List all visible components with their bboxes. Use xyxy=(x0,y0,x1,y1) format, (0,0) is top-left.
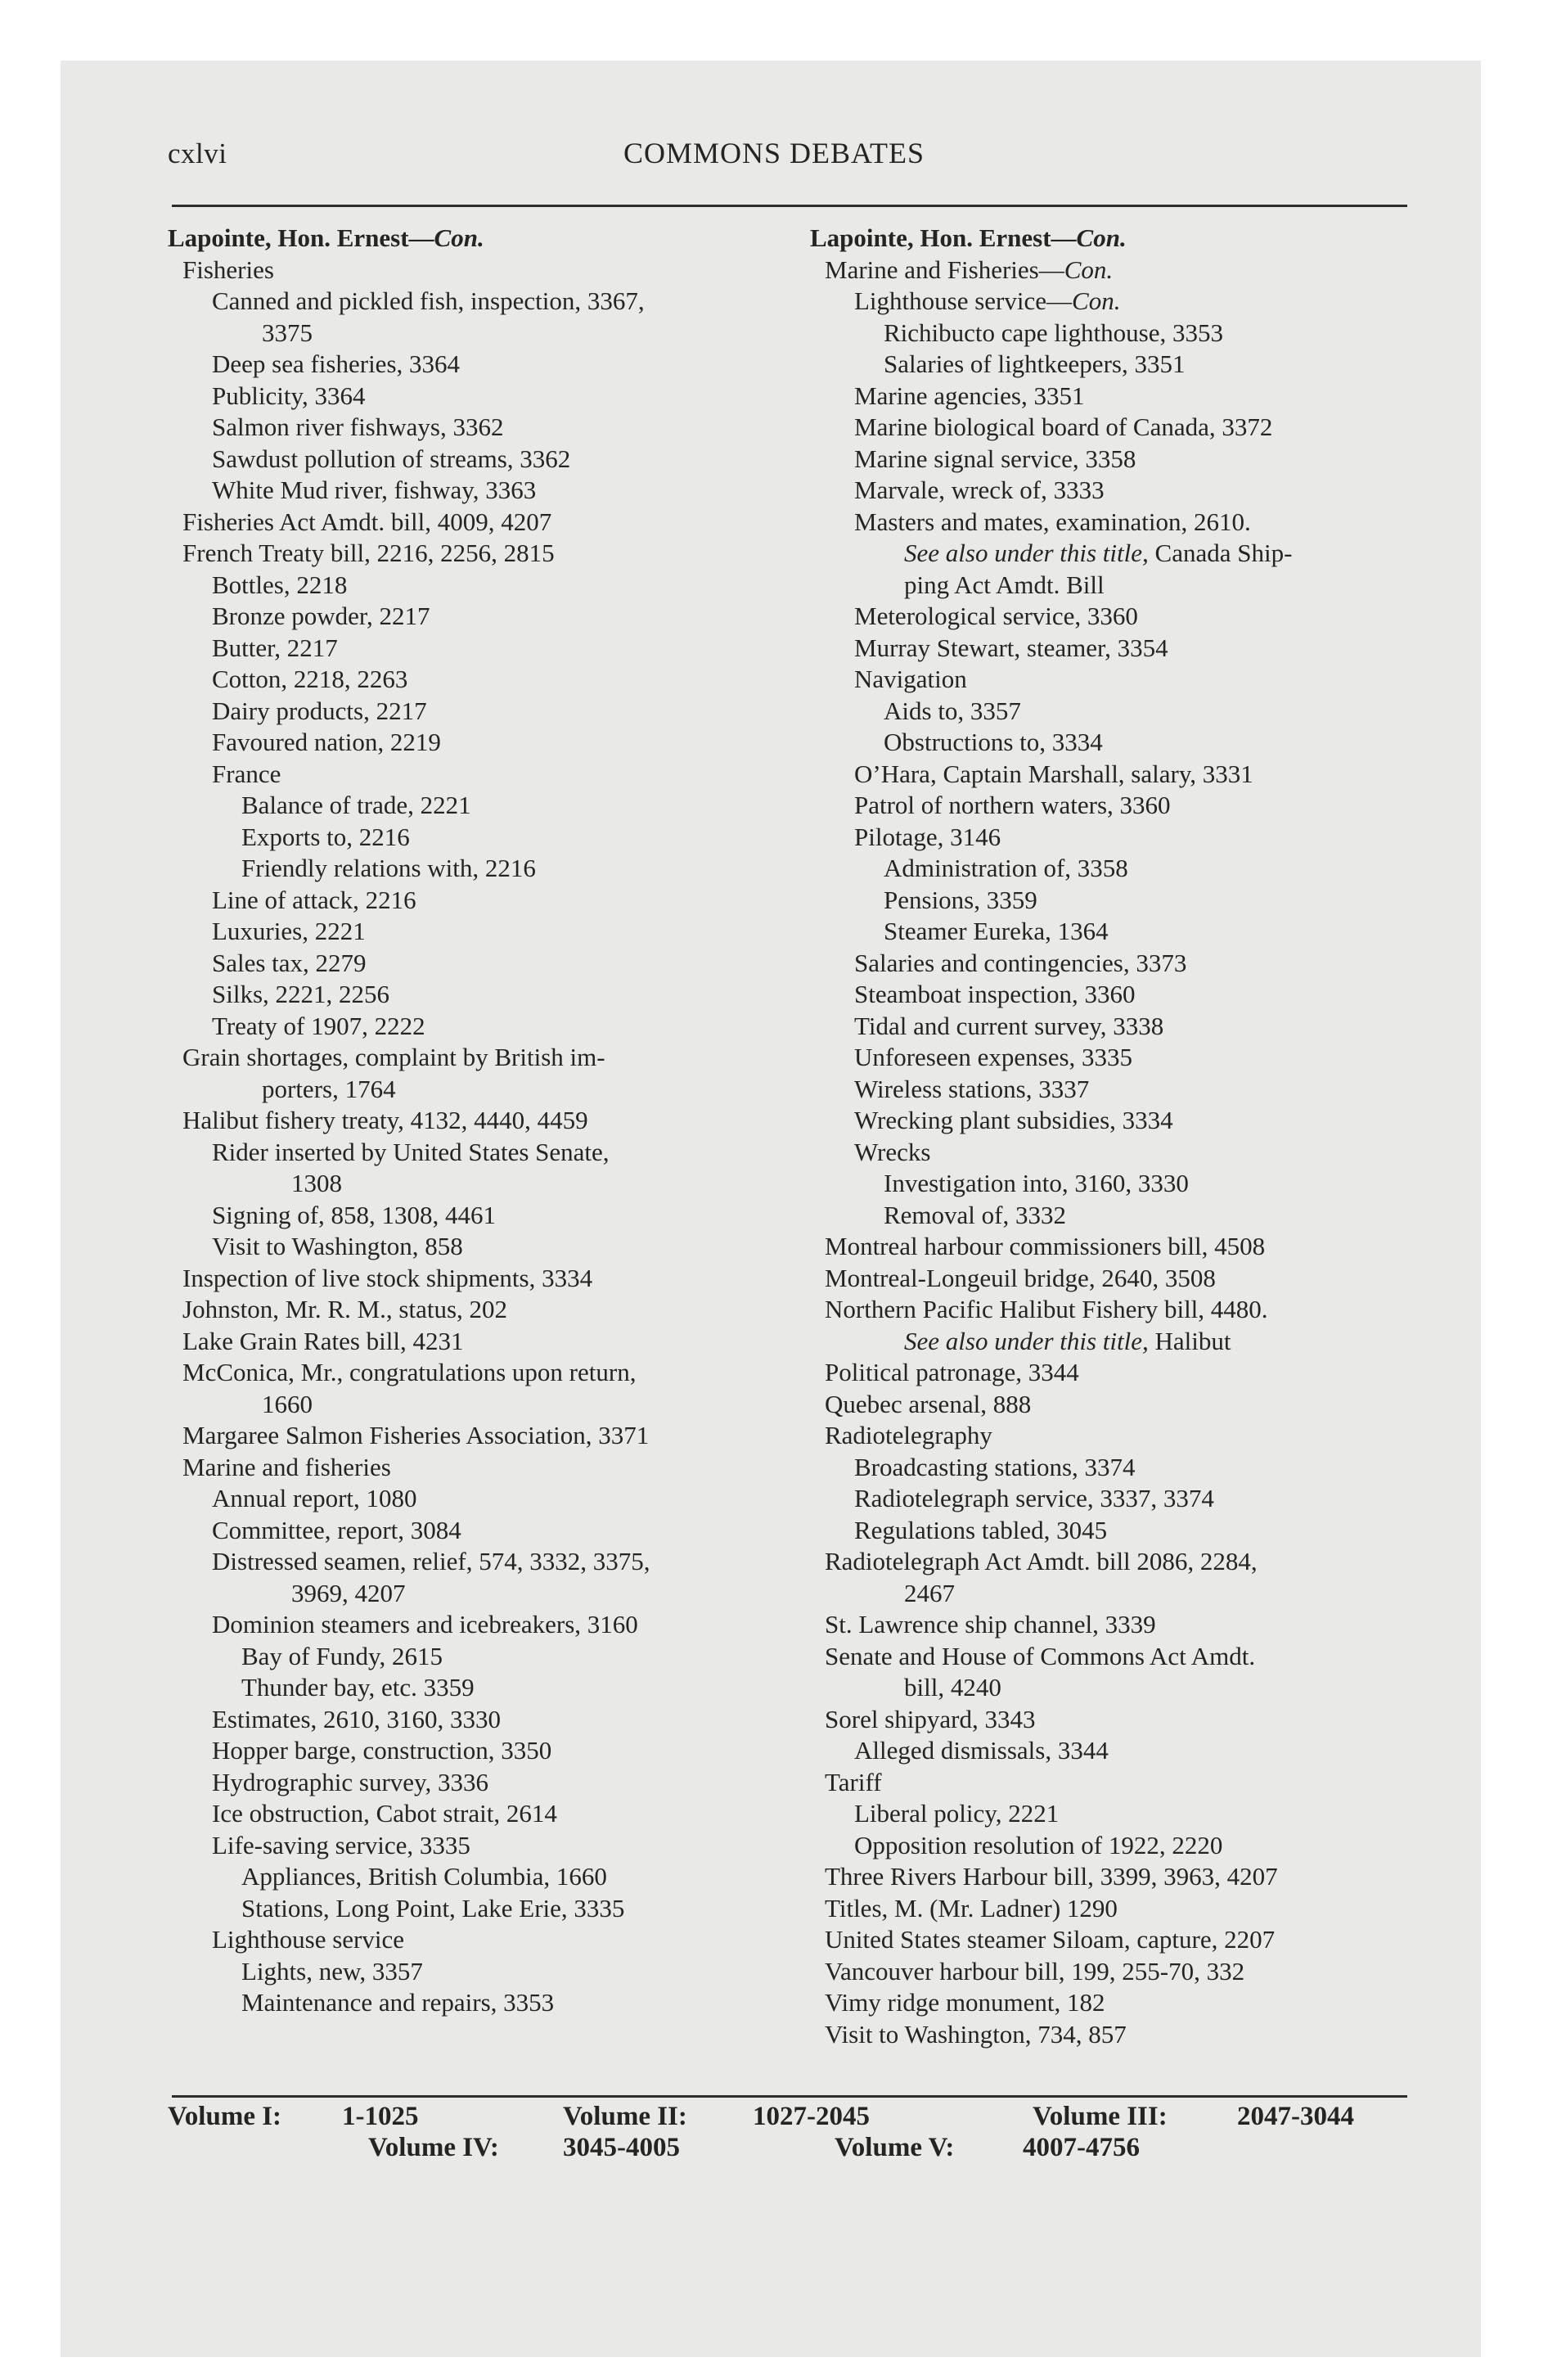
index-entry: See also under this title, Halibut xyxy=(904,1326,1231,1355)
volume-2-label: Volume II: xyxy=(563,2102,687,2131)
index-entry: Fisheries xyxy=(182,255,274,284)
index-entry: Wrecking plant subsidies, 3334 xyxy=(854,1106,1173,1134)
volume-4-range: 3045-4005 xyxy=(563,2133,680,2162)
index-entry: 1308 xyxy=(291,1169,342,1197)
index-entry: Three Rivers Harbour bill, 3399, 3963, 4207 xyxy=(825,1862,1278,1891)
index-entry: Investigation into, 3160, 3330 xyxy=(884,1169,1189,1197)
header-rule xyxy=(172,205,1407,207)
index-entry: Northern Pacific Halibut Fishery bill, 4480. xyxy=(825,1295,1268,1323)
index-entry: Masters and mates, examination, 2610. xyxy=(854,507,1251,536)
index-entry: Balance of trade, 2221 xyxy=(241,791,471,819)
index-entry: Patrol of northern waters, 3360 xyxy=(854,791,1171,819)
index-entry: porters, 1764 xyxy=(262,1074,396,1103)
index-entry: See also under this title, Canada Ship- xyxy=(904,539,1293,567)
index-entry: Treaty of 1907, 2222 xyxy=(212,1011,425,1040)
index-entry: Marine biological board of Canada, 3372 xyxy=(854,412,1273,441)
index-entry: O’Hara, Captain Marshall, salary, 3331 xyxy=(854,759,1253,788)
index-entry: Opposition resolution of 1922, 2220 xyxy=(854,1830,1223,1859)
index-entry: 2467 xyxy=(904,1578,955,1607)
volume-4-label: Volume IV: xyxy=(368,2133,499,2162)
index-entry: Marine and Fisheries—Con. xyxy=(825,255,1114,284)
index-entry: Richibucto cape lighthouse, 3353 xyxy=(884,318,1223,347)
index-entry: Montreal harbour commissioners bill, 4508 xyxy=(825,1232,1266,1260)
index-entry: Ice obstruction, Cabot strait, 2614 xyxy=(212,1799,557,1828)
index-entry: Radiotelegraph Act Amdt. bill 2086, 2284, xyxy=(825,1547,1258,1575)
index-entry: Titles, M. (Mr. Ladner) 1290 xyxy=(825,1893,1118,1922)
index-entry: Lighthouse service xyxy=(212,1925,405,1954)
left-index-column xyxy=(168,223,790,2019)
index-entry: Navigation xyxy=(854,665,967,693)
index-entry: Committee, report, 3084 xyxy=(212,1515,461,1544)
index-entry: Distressed seamen, relief, 574, 3332, 3375, xyxy=(212,1547,650,1575)
index-entry: Luxuries, 2221 xyxy=(212,917,366,945)
index-entry: French Treaty bill, 2216, 2256, 2815 xyxy=(182,539,555,567)
index-entry: Radiotelegraph service, 3337, 3374 xyxy=(854,1484,1214,1512)
index-entry: Lake Grain Rates bill, 4231 xyxy=(182,1326,464,1355)
index-entry: Regulations tabled, 3045 xyxy=(854,1515,1108,1544)
index-entry: Thunder bay, etc. 3359 xyxy=(241,1673,475,1702)
index-entry: Bottles, 2218 xyxy=(212,570,348,599)
index-entry: Unforeseen expenses, 3335 xyxy=(854,1043,1133,1071)
index-entry: Administration of, 3358 xyxy=(884,854,1128,882)
index-entry: Butter, 2217 xyxy=(212,633,338,662)
volume-3-label: Volume III: xyxy=(1033,2102,1168,2131)
index-entry: Dominion steamers and icebreakers, 3160 xyxy=(212,1610,638,1639)
index-entry: Annual report, 1080 xyxy=(212,1484,417,1512)
volume-2-range: 1027-2045 xyxy=(753,2102,870,2131)
index-entry: Friendly relations with, 2216 xyxy=(241,854,536,882)
index-entry: Exports to, 2216 xyxy=(241,822,410,851)
index-entry: Marine and fisheries xyxy=(182,1452,391,1481)
index-entry: Fisheries Act Amdt. bill, 4009, 4207 xyxy=(182,507,552,536)
index-entry: Deep sea fisheries, 3364 xyxy=(212,349,461,378)
index-entry: Grain shortages, complaint by British im- xyxy=(182,1043,605,1071)
index-entry: Marine agencies, 3351 xyxy=(854,381,1085,410)
index-entry: Salmon river fishways, 3362 xyxy=(212,412,504,441)
index-entry: Obstructions to, 3334 xyxy=(884,728,1103,756)
volume-5-range: 4007-4756 xyxy=(1023,2133,1140,2162)
index-entry: Rider inserted by United States Senate, xyxy=(212,1137,610,1166)
index-entry: Margaree Salmon Fisheries Association, 3371 xyxy=(182,1421,650,1449)
index-entry: Hydrographic survey, 3336 xyxy=(212,1767,489,1796)
index-entry: Tariff xyxy=(825,1767,882,1796)
index-entry: Steamboat inspection, 3360 xyxy=(854,980,1136,1008)
index-heading: Lapointe, Hon. Ernest—Con. xyxy=(168,223,484,252)
index-entry: Sorel shipyard, 3343 xyxy=(825,1704,1036,1733)
index-entry: Salaries and contingencies, 3373 xyxy=(854,948,1187,977)
index-entry: Montreal-Longeuil bridge, 2640, 3508 xyxy=(825,1263,1216,1292)
index-entry: Visit to Washington, 734, 857 xyxy=(825,2019,1127,2049)
index-entry: Lights, new, 3357 xyxy=(241,1956,423,1986)
index-entry: Tidal and current survey, 3338 xyxy=(854,1011,1164,1040)
index-entry: Lighthouse service—Con. xyxy=(854,286,1121,315)
index-entry: France xyxy=(212,759,281,788)
index-entry: Stations, Long Point, Lake Erie, 3335 xyxy=(241,1893,625,1922)
index-entry: 3969, 4207 xyxy=(291,1578,406,1607)
index-entry: bill, 4240 xyxy=(904,1673,1001,1702)
index-entry: Quebec arsenal, 888 xyxy=(825,1389,1032,1418)
index-entry: Marvale, wreck of, 3333 xyxy=(854,476,1105,504)
index-entry: Murray Stewart, steamer, 3354 xyxy=(854,633,1168,662)
index-entry: Aids to, 3357 xyxy=(884,696,1021,725)
volume-5-label: Volume V: xyxy=(835,2133,955,2162)
index-entry: Vancouver harbour bill, 199, 255-70, 332 xyxy=(825,1956,1245,1986)
index-entry: Appliances, British Columbia, 1660 xyxy=(241,1862,607,1891)
index-entry: Hopper barge, construction, 3350 xyxy=(212,1736,552,1765)
index-entry: Visit to Washington, 858 xyxy=(212,1232,463,1260)
index-entry: 3375 xyxy=(262,318,313,347)
index-entry: Removal of, 3332 xyxy=(884,1200,1066,1229)
index-entry: Publicity, 3364 xyxy=(212,381,366,410)
index-entry: Cotton, 2218, 2263 xyxy=(212,665,408,693)
index-entry: Bay of Fundy, 2615 xyxy=(241,1641,443,1670)
index-entry: Estimates, 2610, 3160, 3330 xyxy=(212,1704,502,1733)
index-entry: White Mud river, fishway, 3363 xyxy=(212,476,537,504)
index-entry: Line of attack, 2216 xyxy=(212,885,416,914)
index-entry: Silks, 2221, 2256 xyxy=(212,980,390,1008)
index-entry: Political patronage, 3344 xyxy=(825,1358,1079,1386)
index-entry: Canned and pickled fish, inspection, 3367, xyxy=(212,286,645,315)
index-entry: Vimy ridge monument, 182 xyxy=(825,1988,1105,2017)
index-entry: St. Lawrence ship channel, 3339 xyxy=(825,1610,1156,1639)
index-entry: Signing of, 858, 1308, 4461 xyxy=(212,1200,497,1229)
index-entry: Bronze powder, 2217 xyxy=(212,602,430,630)
index-entry: Alleged dismissals, 3344 xyxy=(854,1736,1109,1765)
page-title: COMMONS DEBATES xyxy=(623,137,925,169)
index-entry: Broadcasting stations, 3374 xyxy=(854,1452,1136,1481)
index-entry: Wrecks xyxy=(854,1137,931,1166)
index-entry: Sawdust pollution of streams, 3362 xyxy=(212,444,571,473)
index-entry: Maintenance and repairs, 3353 xyxy=(241,1988,555,2017)
index-entry: Senate and House of Commons Act Amdt. xyxy=(825,1641,1256,1670)
index-entry: Pilotage, 3146 xyxy=(854,822,1001,851)
index-entry: Marine signal service, 3358 xyxy=(854,444,1136,473)
index-entry: Inspection of live stock shipments, 3334 xyxy=(182,1263,593,1292)
index-heading: Lapointe, Hon. Ernest—Con. xyxy=(810,223,1127,252)
index-entry: Wireless stations, 3337 xyxy=(854,1074,1090,1103)
index-entry: Liberal policy, 2221 xyxy=(854,1799,1060,1828)
index-entry: Radiotelegraphy xyxy=(825,1421,992,1449)
index-entry: Pensions, 3359 xyxy=(884,885,1037,914)
index-entry: United States steamer Siloam, capture, 2207 xyxy=(825,1925,1276,1954)
index-entry: Johnston, Mr. R. M., status, 202 xyxy=(182,1295,508,1323)
index-entry: ping Act Amdt. Bill xyxy=(904,570,1105,599)
index-entry: Salaries of lightkeepers, 3351 xyxy=(884,349,1186,378)
index-entry: Dairy products, 2217 xyxy=(212,696,427,725)
index-entry: 1660 xyxy=(262,1389,313,1418)
index-entry: McConica, Mr., congratulations upon return, xyxy=(182,1358,637,1386)
right-index-column xyxy=(810,223,1432,2050)
page-number: cxlvi xyxy=(168,137,227,169)
footer-rule xyxy=(172,2095,1407,2098)
index-entry: Halibut fishery treaty, 4132, 4440, 4459 xyxy=(182,1106,588,1134)
index-entry: Meterological service, 3360 xyxy=(854,602,1138,630)
index-entry: Steamer Eureka, 1364 xyxy=(884,917,1109,945)
index-entry: Sales tax, 2279 xyxy=(212,948,367,977)
volume-3-range: 2047-3044 xyxy=(1237,2102,1354,2131)
index-entry: Favoured nation, 2219 xyxy=(212,728,441,756)
volume-1-range: 1-1025 xyxy=(342,2102,419,2131)
volume-1-label: Volume I: xyxy=(168,2102,282,2131)
index-entry: Life-saving service, 3335 xyxy=(212,1830,470,1859)
